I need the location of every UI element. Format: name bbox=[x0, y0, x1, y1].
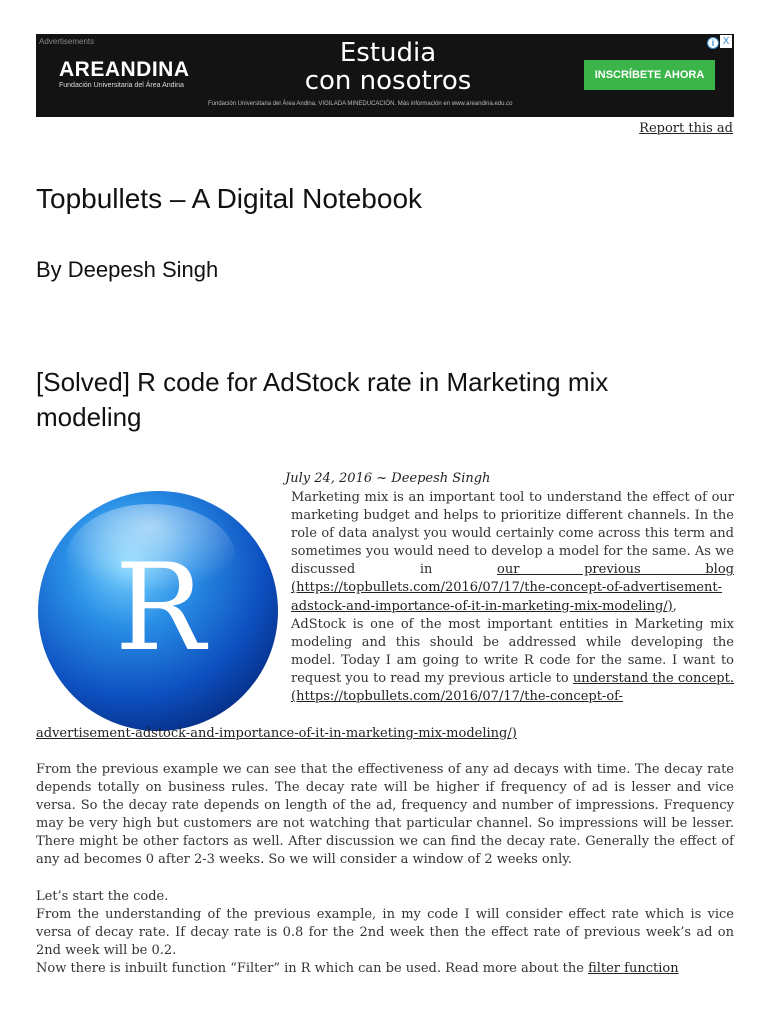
ad-cta-button[interactable]: INSCRÍBETE AHORA bbox=[584, 60, 715, 90]
ad-headline bbox=[268, 39, 508, 95]
post-title: [Solved] R code for AdStock rate in Marketing mix modeling bbox=[36, 367, 609, 432]
paragraph-decay-rate: From the previous example we can see that the effectiveness of any ad decays with time. The decay rate depends totally on business rules. The decay rate will be higher if frequency of ad is lesser and vice versa. So the decay rate depends on length of the ad, frequency and number of impressions. Frequency may be very high but customers are not watching that particular channel. So impressions will be lesser. There might be other factors as well. After discussion we can find the decay rate. Generally the effect of any ad becomes 0 after 2-3 weeks. So we will consider a window of 2 weeks only. bbox=[36, 762, 734, 868]
filter-text: Now there is inbuilt function “Filter” in R which can be used. Read more about the bbox=[36, 961, 589, 976]
ad-footer-text: Fundación Universitaria del Área Andina, VIGILADA MINEDUCACIÓN. Más información en www.areandina.edu.co bbox=[208, 101, 513, 107]
r-logo-letter: R bbox=[114, 539, 206, 678]
paragraph-effect-rate: From the understanding of the previous example, in my code I will consider effect rate which is vice versa of decay rate. If decay rate is 0.8 for the 2nd week then the effect rate of previous week’s ad on 2nd week will be 0.2. bbox=[36, 907, 734, 959]
previous-blog-link[interactable]: our previous blog bbox=[497, 562, 734, 578]
site-title[interactable]: Topbullets – A Digital Notebook bbox=[36, 183, 423, 214]
paragraph-filter-function bbox=[36, 960, 734, 978]
r-logo-image bbox=[36, 489, 281, 734]
filter-function-link[interactable]: filter function bbox=[588, 961, 679, 976]
byline: By Deepesh Singh bbox=[36, 257, 219, 282]
ad-headline-line1: Estudia bbox=[339, 38, 437, 68]
intro-paragraph bbox=[291, 489, 734, 706]
ad-headline-line2: con nosotros bbox=[304, 66, 472, 96]
ad-label: Advertisements bbox=[39, 37, 95, 46]
concept-url-link-part1[interactable]: (https://topbullets.com/2016/07/17/the-concept-of- bbox=[291, 689, 623, 705]
ad-logo-subtitle: Fundación Universitaria del Área Andina bbox=[59, 82, 184, 89]
previous-blog-url-link[interactable]: (https://topbullets.com/2016/07/17/the-concept-of-advertisement-adstock-and-importance-of-it-in-marketing-mix-modeling/) bbox=[291, 580, 722, 614]
post-meta bbox=[285, 471, 490, 486]
understand-concept-link[interactable]: understand the concept. bbox=[572, 670, 734, 686]
paragraph-start-code: Let’s start the code. bbox=[36, 889, 169, 904]
ad-close-icon[interactable]: X bbox=[720, 35, 732, 48]
intro-paragraph-tail bbox=[36, 725, 734, 743]
intro-text-2: , AdStock is one of the most important entities in Marketing mix modeling and this should be addressed while developing the model. Today I am going to write R code for the same. I want to request you to read my previous article to bbox=[291, 598, 734, 686]
concept-url-link-part2[interactable]: advertisement-adstock-and-importance-of-it-in-marketing-mix-modeling/) bbox=[36, 726, 517, 741]
meta-separator: ~ bbox=[376, 471, 388, 486]
ad-banner[interactable] bbox=[36, 34, 734, 117]
post-date[interactable]: July 24, 2016 bbox=[285, 471, 373, 486]
report-ad-link[interactable]: Report this ad bbox=[639, 121, 733, 136]
ad-info-icon[interactable]: i bbox=[707, 37, 719, 49]
intro-text-1: Marketing mix is an important tool to understand the effect of our marketing budget and helps to prioritize different channels. In the role of data analyst you would certainly come across this term and sometimes you would need to develop a model for the same. As we discussed in bbox=[291, 490, 734, 578]
post-author[interactable]: Deepesh Singh bbox=[391, 471, 491, 486]
ad-logo: AREANDINA bbox=[59, 58, 190, 81]
